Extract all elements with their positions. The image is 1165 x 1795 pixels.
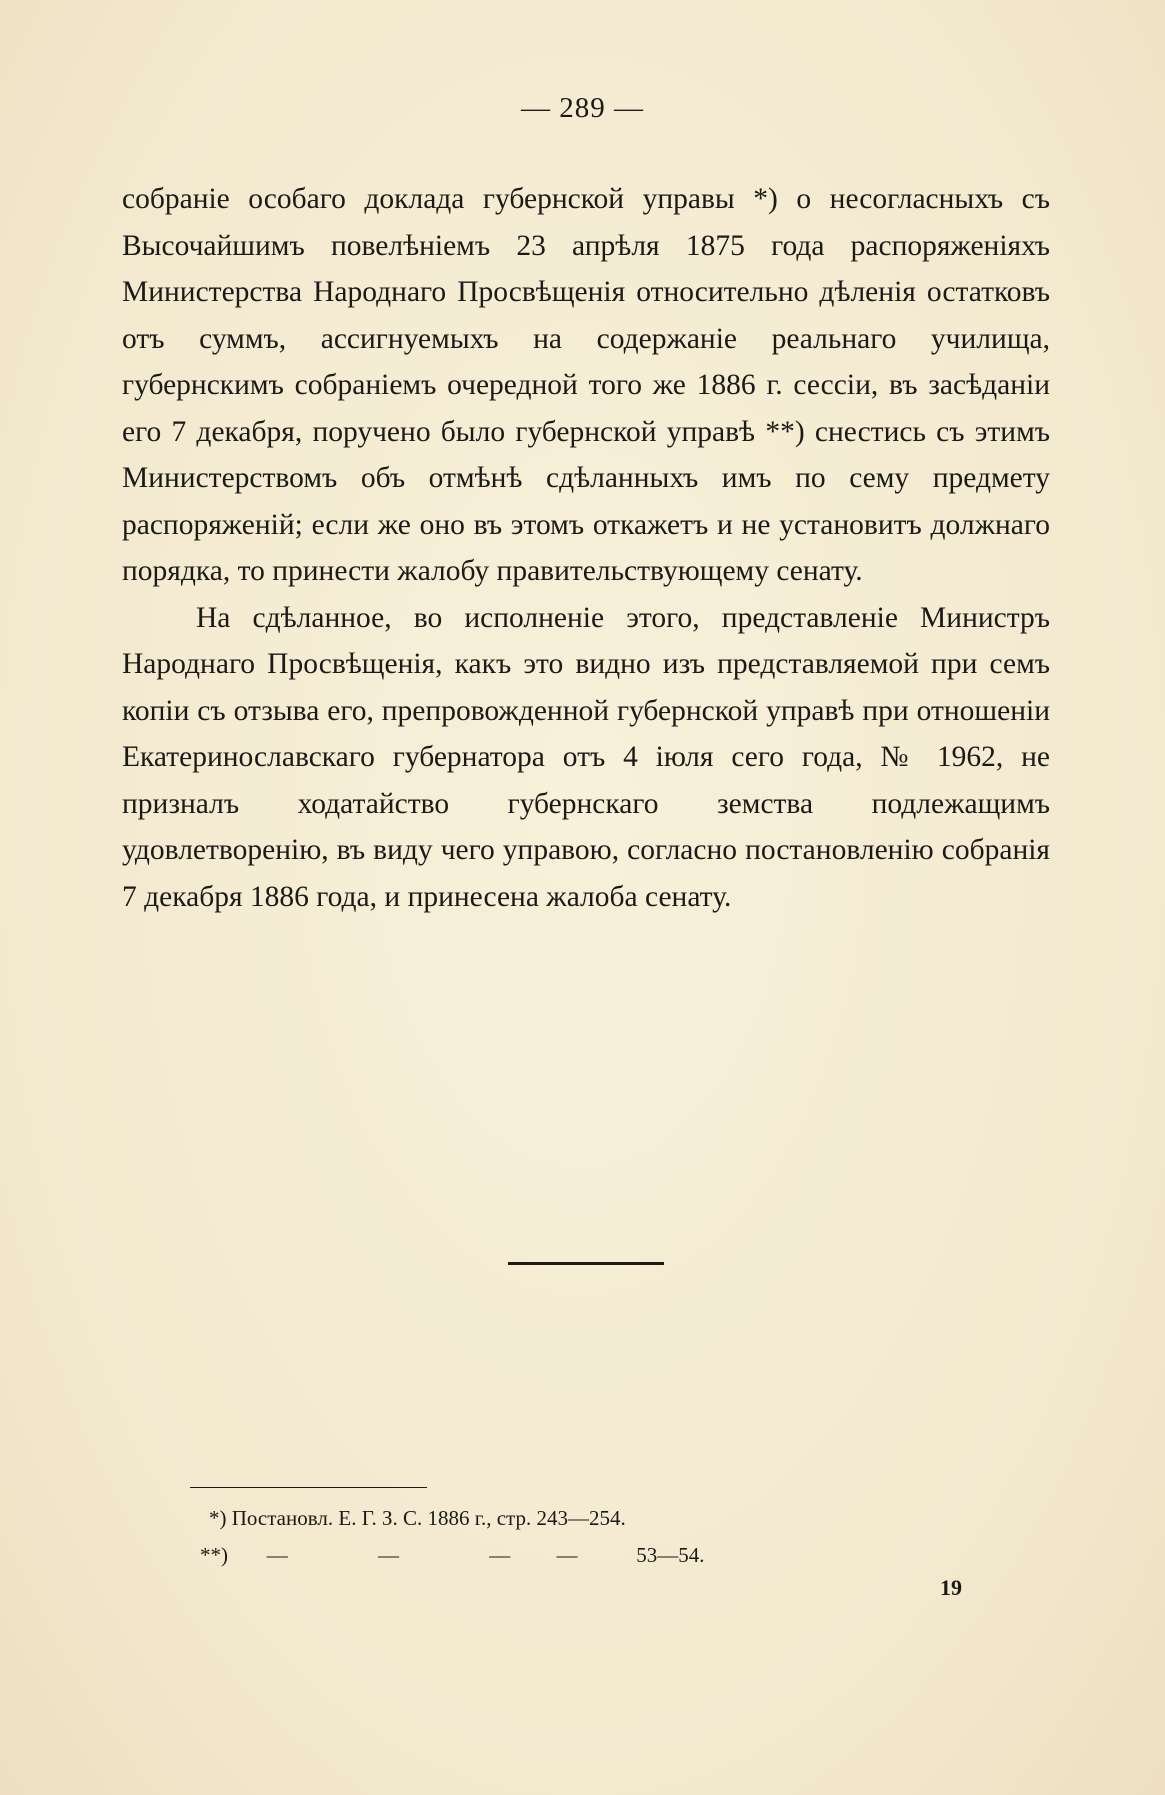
footnote-2-ditto-1: — [266, 1543, 288, 1567]
footnote-divider [190, 1487, 427, 1488]
footnote-2-ditto-2: — [378, 1543, 399, 1567]
section-divider [508, 1262, 664, 1265]
footnote-1: *) Постановл. Е. Г. З. С. 1886 г., стр. 243—254. [209, 1506, 626, 1530]
footnote-2 [200, 1543, 705, 1568]
paragraph-2: На сдѣланное, во исполненіе этого, представленіе Министръ Народнаго Просвѣщенія, какъ это видно изъ представляемой при семъ копіи съ отзыва его, препровожденной губернской управѣ при отношеніи Екатеринославскаго губернатора отъ 4 іюля сего года, № 1962, не призналъ ходатайство губернскаго земства подлежащимъ удовлетворенію, въ виду чего управою, согласно постановленію собранія 7 декабря 1886 года, и принесена жалоба сенату. [122, 601, 1050, 913]
signature-mark: 19 [940, 1575, 962, 1600]
footnote-2-ditto-4: — [556, 1543, 578, 1567]
paragraph-1: собраніе особаго доклада губернской управы *) о несогласныхъ съ Высочайшимъ повелѣніемъ 23 апрѣля 1875 года распоряженіяхъ Министерства Народнаго Просвѣщенія относительно дѣленія остатковъ отъ суммъ, ассигнуемыхъ на содержаніе реальнаго училища, губернскимъ собраніемъ очередной того же 1886 г. сессіи, въ засѣданіи его 7 декабря, поручено было губернской управѣ **) снестись съ этимъ Министерствомъ объ отмѣнѣ сдѣланныхъ имъ по сему предмету распоряженій; если же оно въ этомъ откажетъ и не установитъ должнаго порядка, то принести жалобу правительствующему сенату. [122, 183, 1050, 587]
footnote-2-ditto-3: — [489, 1543, 511, 1567]
page-number: — 289 — [521, 92, 644, 124]
footnote-2-mark: **) [200, 1543, 228, 1567]
body-text [122, 176, 1050, 920]
footnote-2-pages: 53—54. [636, 1543, 705, 1567]
